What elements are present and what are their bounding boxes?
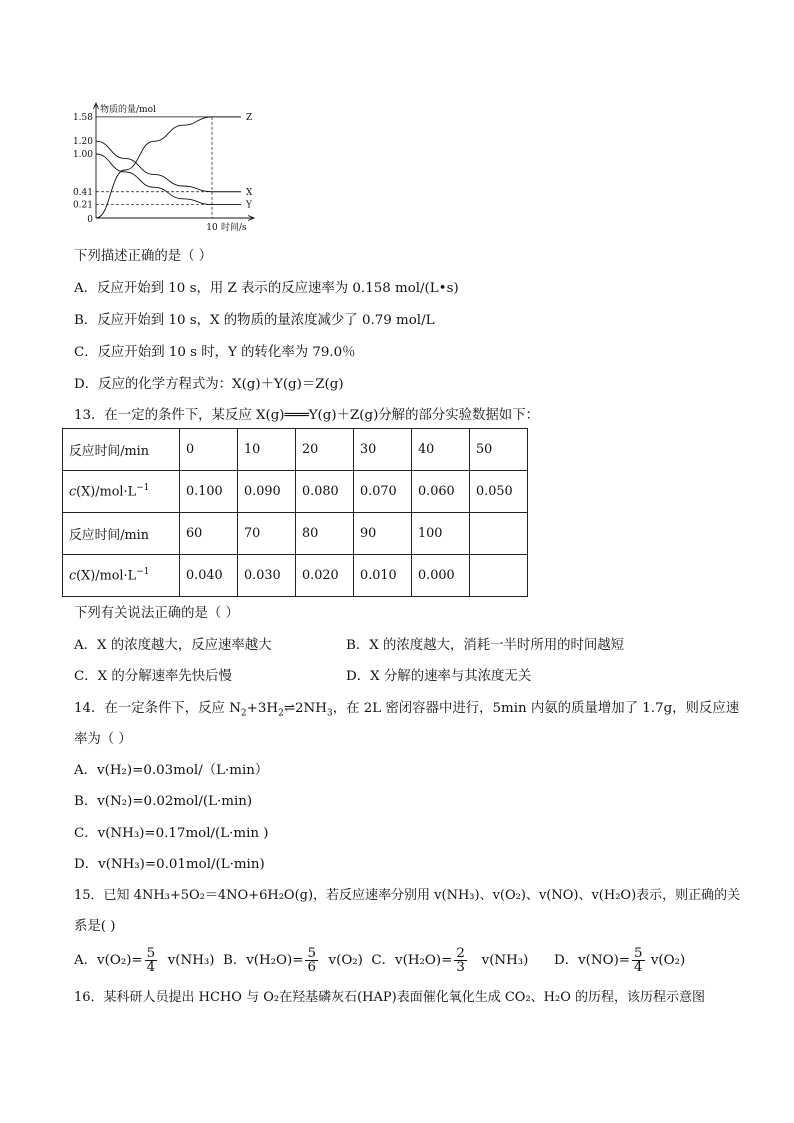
series-label-x: X bbox=[246, 187, 253, 198]
denominator: 4 bbox=[146, 960, 156, 975]
q12-prompt: 下列描述正确的是（ ） bbox=[74, 249, 213, 264]
numerator: 5 bbox=[634, 946, 643, 961]
q15-option-c bbox=[371, 946, 529, 975]
conc-exponent: −1 bbox=[136, 483, 150, 494]
fraction bbox=[145, 947, 158, 974]
table-cell: 0.000 bbox=[412, 555, 470, 597]
fraction bbox=[632, 947, 645, 974]
option-text: v(O₂) bbox=[328, 953, 363, 968]
conc-unit: (X)/mol·L bbox=[76, 568, 137, 584]
conc-symbol: c bbox=[69, 568, 77, 584]
table-cell: 0.050 bbox=[470, 471, 528, 513]
q14-option-d: D．v(NH₃)=0.01mol/(L·min) bbox=[74, 857, 265, 872]
conc-symbol: c bbox=[69, 484, 77, 500]
numerator: 5 bbox=[146, 946, 156, 961]
subscript: 3 bbox=[326, 708, 333, 719]
fraction bbox=[305, 947, 318, 974]
q13-option-a: A．X 的浓度越大，反应速率越大 bbox=[74, 638, 272, 653]
q12-option-c: C．反应开始到 10 s 时，Y 的转化率为 79.0％ bbox=[74, 345, 356, 360]
q15-options bbox=[74, 944, 685, 978]
fraction bbox=[454, 947, 467, 974]
table-row-label bbox=[63, 471, 180, 513]
q13-prompt: 下列有关说法正确的是（ ） bbox=[74, 606, 239, 621]
q14-stem-d: ，在 2L 密闭容器中进行，5min 内氨的质量增加了 1.7g，则反应速 bbox=[332, 701, 740, 716]
series-line-x bbox=[96, 141, 241, 192]
x-axis-label: 时间/s bbox=[221, 223, 247, 233]
option-text: v(NH₃) bbox=[167, 953, 215, 968]
q13-option-d: D．X 分解的速率与其浓度无关 bbox=[346, 669, 532, 684]
series-label-z: Z bbox=[246, 112, 253, 123]
table-cell: 0.020 bbox=[296, 555, 354, 597]
table-cell: 0.040 bbox=[180, 555, 238, 597]
table-cell: 20 bbox=[296, 429, 354, 471]
q14-stem-a: 14．在一定条件下，反应 N bbox=[74, 701, 241, 716]
table-cell: 0.030 bbox=[238, 555, 296, 597]
series-label-y: Y bbox=[246, 200, 252, 211]
table-cell bbox=[470, 513, 528, 555]
chart-lines bbox=[96, 117, 241, 218]
table-row-label: 反应时间/min bbox=[63, 513, 180, 555]
origin-label: 0 bbox=[87, 215, 93, 225]
option-text: v(O₂) bbox=[650, 953, 686, 968]
q15-stem-line2: 系是( ) bbox=[74, 919, 116, 934]
table-row-label bbox=[63, 555, 180, 597]
y-tick-label: 1.58 bbox=[72, 112, 93, 123]
table-row bbox=[63, 471, 528, 513]
q13-data-table bbox=[62, 428, 528, 597]
q15-option-d bbox=[553, 946, 686, 975]
option-text: D．v(NO)= bbox=[553, 953, 631, 968]
table-cell: 0.060 bbox=[412, 471, 470, 513]
option-text: C．v(H₂O)= bbox=[371, 953, 453, 968]
series-line-z bbox=[96, 117, 241, 218]
table-cell: 0.100 bbox=[180, 471, 238, 513]
y-tick-label: 1.00 bbox=[72, 150, 93, 160]
table-row bbox=[63, 429, 528, 471]
q13-option-b: B．X 的浓度越大，消耗一半时所用的时间越短 bbox=[346, 638, 625, 653]
q14-option-b: B．v(N₂)=0.02mol/(L·min) bbox=[74, 794, 253, 809]
table-cell: 40 bbox=[412, 429, 470, 471]
table-cell: 70 bbox=[238, 513, 296, 555]
q15-option-a bbox=[74, 946, 215, 975]
q15-stem-line1: 15．已知 4NH₃+5O₂＝4NO+6H₂O(g)，若反应速率分别用 v(NH₃)、v(O₂)、v(NO)、v(H₂O)表示，则正确的关 bbox=[74, 888, 741, 903]
table-cell: 0.010 bbox=[354, 555, 412, 597]
q15-option-b bbox=[222, 946, 363, 975]
option-text: B．v(H₂O)= bbox=[222, 953, 304, 968]
q14-option-a: A．v(H₂)=0.03mol/（L·min） bbox=[74, 763, 269, 778]
table-cell: 100 bbox=[412, 513, 470, 555]
numerator: 2 bbox=[456, 946, 465, 961]
subscript: 2 bbox=[240, 708, 247, 719]
option-text: v(NH₃) bbox=[481, 953, 529, 968]
q12-option-b: B．反应开始到 10 s，X 的物质的量浓度减少了 0.79 mol/L bbox=[74, 313, 435, 328]
conc-exponent: −1 bbox=[136, 567, 150, 578]
q16-stem: 16．某科研人员提出 HCHO 与 O₂在羟基磷灰石(HAP)表面催化氧化生成 CO₂、H₂O 的历程，该历程示意图 bbox=[74, 990, 705, 1005]
table-cell: 0.090 bbox=[238, 471, 296, 513]
y-tick-label: 0.41 bbox=[72, 187, 93, 198]
numerator: 5 bbox=[307, 946, 317, 961]
table-cell: 0.070 bbox=[354, 471, 412, 513]
q14-option-c: C．v(NH₃)=0.17mol/(L·min ) bbox=[74, 826, 269, 841]
chart-guides bbox=[96, 117, 212, 218]
subscript: 2 bbox=[278, 708, 284, 719]
table-row bbox=[63, 555, 528, 597]
table-cell: 30 bbox=[354, 429, 412, 471]
table-cell: 0 bbox=[180, 429, 238, 471]
amount-time-chart bbox=[66, 100, 266, 235]
chart-axes bbox=[94, 103, 255, 221]
chart-labels bbox=[73, 103, 253, 233]
series-line-y bbox=[96, 154, 241, 205]
y-axis-label: 物质的量/mol bbox=[100, 105, 156, 115]
table-cell: 50 bbox=[470, 429, 528, 471]
table-row-label: 反应时间/min bbox=[63, 429, 180, 471]
denominator: 6 bbox=[307, 960, 317, 975]
table-cell: 80 bbox=[296, 513, 354, 555]
q13-option-c: C．X 的分解速率先快后慢 bbox=[74, 669, 232, 684]
q14-stem-b: +3H bbox=[246, 701, 279, 716]
table-cell: 60 bbox=[180, 513, 238, 555]
conc-unit: (X)/mol·L bbox=[76, 484, 137, 500]
table-cell: 10 bbox=[238, 429, 296, 471]
y-tick-label: 1.20 bbox=[72, 137, 93, 148]
q14-stem-c: ⇌2NH bbox=[283, 701, 327, 716]
q13-stem: 13．在一定的条件下，某反应 X(g)═══Y(g)＋Z(g)分解的部分实验数据如下： bbox=[74, 408, 539, 423]
q14-stem-line2: 率为（ ） bbox=[74, 732, 132, 747]
option-text: A．v(O₂)= bbox=[74, 953, 143, 968]
table-cell: 90 bbox=[354, 513, 412, 555]
denominator: 4 bbox=[634, 960, 643, 975]
table-row bbox=[63, 513, 528, 555]
q12-option-a: A．反应开始到 10 s，用 Z 表示的反应速率为 0.158 mol/(L•s) bbox=[74, 281, 459, 296]
table-cell: 0.080 bbox=[296, 471, 354, 513]
q12-option-d: D．反应的化学方程式为：X(g)＋Y(g)＝Z(g) bbox=[74, 377, 344, 392]
q14-stem-line1 bbox=[74, 699, 739, 724]
table-cell bbox=[470, 555, 528, 597]
x-tick-label: 10 bbox=[206, 223, 218, 233]
y-tick-label: 0.21 bbox=[72, 200, 93, 211]
denominator: 3 bbox=[456, 960, 465, 975]
